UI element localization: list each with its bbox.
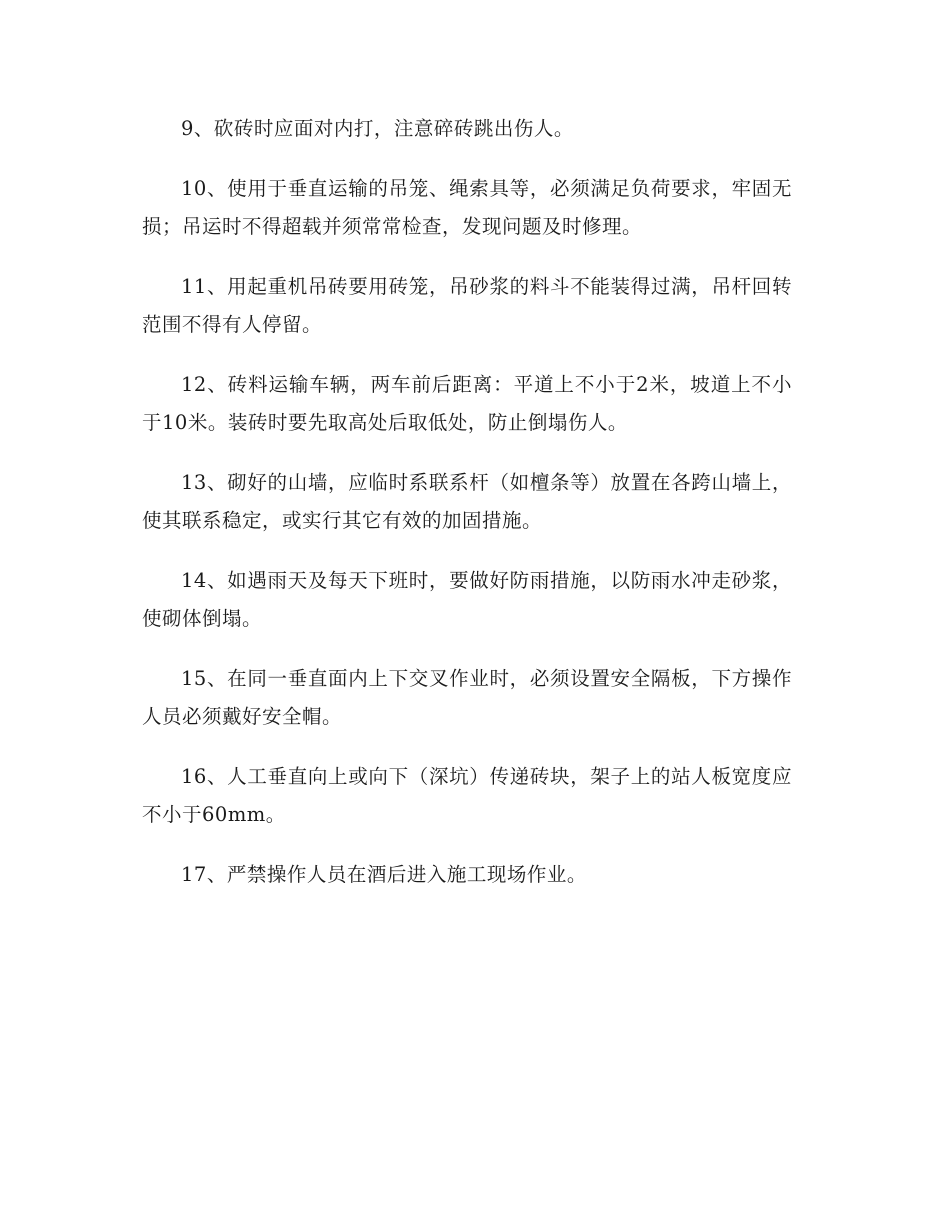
paragraph-item-14: 14、如遇雨天及每天下班时，要做好防雨措施，以防雨水冲走砂浆，使砌体倒塌。 (142, 569, 792, 630)
paragraph-item-11: 11、用起重机吊砖要用砖笼，吊砂浆的料斗不能装得过满，吊杆回转范围不得有人停留。 (142, 275, 792, 336)
paragraph-item-10: 10、使用于垂直运输的吊笼、绳索具等，必须满足负荷要求，牢固无损；吊运时不得超载并须常常检查，发现问题及时修理。 (142, 177, 792, 238)
document-body (142, 110, 792, 916)
paragraph-item-9: 9、砍砖时应面对内打，注意碎砖跳出伤人。 (181, 117, 574, 140)
paragraph-item-15: 15、在同一垂直面内上下交叉作业时，必须设置安全隔板，下方操作人员必须戴好安全帽。 (142, 667, 792, 728)
paragraph-item-16: 16、人工垂直向上或向下（深坑）传递砖块，架子上的站人板宽度应不小于60mm。 (142, 765, 792, 826)
paragraph-item-12: 12、砖料运输车辆，两车前后距离：平道上不小于2米，坡道上不小于10米。装砖时要先取高处后取低处，防止倒塌伤人。 (142, 373, 792, 434)
paragraph-item-13: 13、砌好的山墙，应临时系联系杆（如檀条等）放置在各跨山墙上，使其联系稳定，或实行其它有效的加固措施。 (142, 471, 792, 532)
paragraph-item-17: 17、严禁操作人员在酒后进入施工现场作业。 (181, 863, 587, 886)
